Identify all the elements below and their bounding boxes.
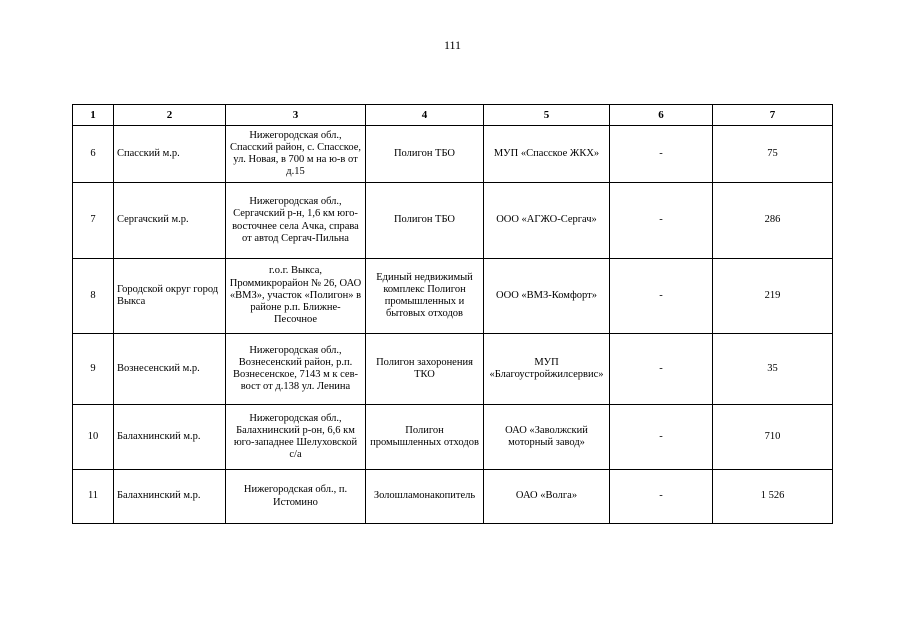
object-cell: Золошламонакопитель xyxy=(366,470,484,524)
district-cell: Сергачский м.р. xyxy=(114,183,226,259)
value-cell: 710 xyxy=(713,405,833,470)
address-cell: Нижегородская обл., Балахнинский р-он, 6,6 км юго-западнее Шелуховской с/а xyxy=(226,405,366,470)
address-cell: Нижегородская обл., п. Истомино xyxy=(226,470,366,524)
column-header: 6 xyxy=(610,105,713,126)
column-header: 5 xyxy=(484,105,610,126)
row-number: 6 xyxy=(73,126,114,183)
column-header: 2 xyxy=(114,105,226,126)
col6-cell: - xyxy=(610,126,713,183)
address-cell: г.о.г. Выкса, Проммикрорайон № 26, ОАО «ВМЗ», участок «Полигон» в районе р.п. Ближне-Песочное xyxy=(226,259,366,334)
value-cell: 286 xyxy=(713,183,833,259)
address-cell: Нижегородская обл., Спасский район, с. Спасское, ул. Новая, в 700 м на ю-в от д.15 xyxy=(226,126,366,183)
address-cell: Нижегородская обл., Сергачский р-н, 1,6 км юго-восточнее села Ачка, справа от автод Сергач-Пильна xyxy=(226,183,366,259)
operator-cell: ООО «АГЖО-Сергач» xyxy=(484,183,610,259)
column-header: 4 xyxy=(366,105,484,126)
col6-cell: - xyxy=(610,405,713,470)
row-number: 8 xyxy=(73,259,114,334)
row-number: 10 xyxy=(73,405,114,470)
value-cell: 1 526 xyxy=(713,470,833,524)
object-cell: Полигон промышленных отходов xyxy=(366,405,484,470)
table-row xyxy=(73,259,833,334)
col6-cell: - xyxy=(610,334,713,405)
object-cell: Полигон ТБО xyxy=(366,183,484,259)
object-cell: Полигон захоронения ТКО xyxy=(366,334,484,405)
col6-cell: - xyxy=(610,183,713,259)
table-row xyxy=(73,334,833,405)
operator-cell: МУП «Спасское ЖКХ» xyxy=(484,126,610,183)
col6-cell: - xyxy=(610,470,713,524)
operator-cell: ОАО «Заволжский моторный завод» xyxy=(484,405,610,470)
table-row xyxy=(73,126,833,183)
district-cell: Балахнинский м.р. xyxy=(114,405,226,470)
district-cell: Балахнинский м.р. xyxy=(114,470,226,524)
row-number: 11 xyxy=(73,470,114,524)
value-cell: 75 xyxy=(713,126,833,183)
waste-sites-table xyxy=(72,104,833,524)
column-header: 1 xyxy=(73,105,114,126)
object-cell: Полигон ТБО xyxy=(366,126,484,183)
header-row xyxy=(73,105,833,126)
row-number: 9 xyxy=(73,334,114,405)
column-header: 7 xyxy=(713,105,833,126)
district-cell: Вознесенский м.р. xyxy=(114,334,226,405)
column-header: 3 xyxy=(226,105,366,126)
object-cell: Единый недвижимый комплекс Полигон промышленных и бытовых отходов xyxy=(366,259,484,334)
district-cell: Спасский м.р. xyxy=(114,126,226,183)
operator-cell: ОАО «Волга» xyxy=(484,470,610,524)
table-row xyxy=(73,470,833,524)
operator-cell: ООО «ВМЗ-Комфорт» xyxy=(484,259,610,334)
col6-cell: - xyxy=(610,259,713,334)
district-cell: Городской округ город Выкса xyxy=(114,259,226,334)
page-number: 111 xyxy=(443,38,462,52)
operator-cell: МУП «Благоустройжилсервис» xyxy=(484,334,610,405)
row-number: 7 xyxy=(73,183,114,259)
table-row xyxy=(73,183,833,259)
table-row xyxy=(73,405,833,470)
address-cell: Нижегородская обл., Вознесенский район, р.п. Вознесенское, 7143 м к сев-вост от д.138 ул. Ленина xyxy=(226,334,366,405)
value-cell: 219 xyxy=(713,259,833,334)
value-cell: 35 xyxy=(713,334,833,405)
